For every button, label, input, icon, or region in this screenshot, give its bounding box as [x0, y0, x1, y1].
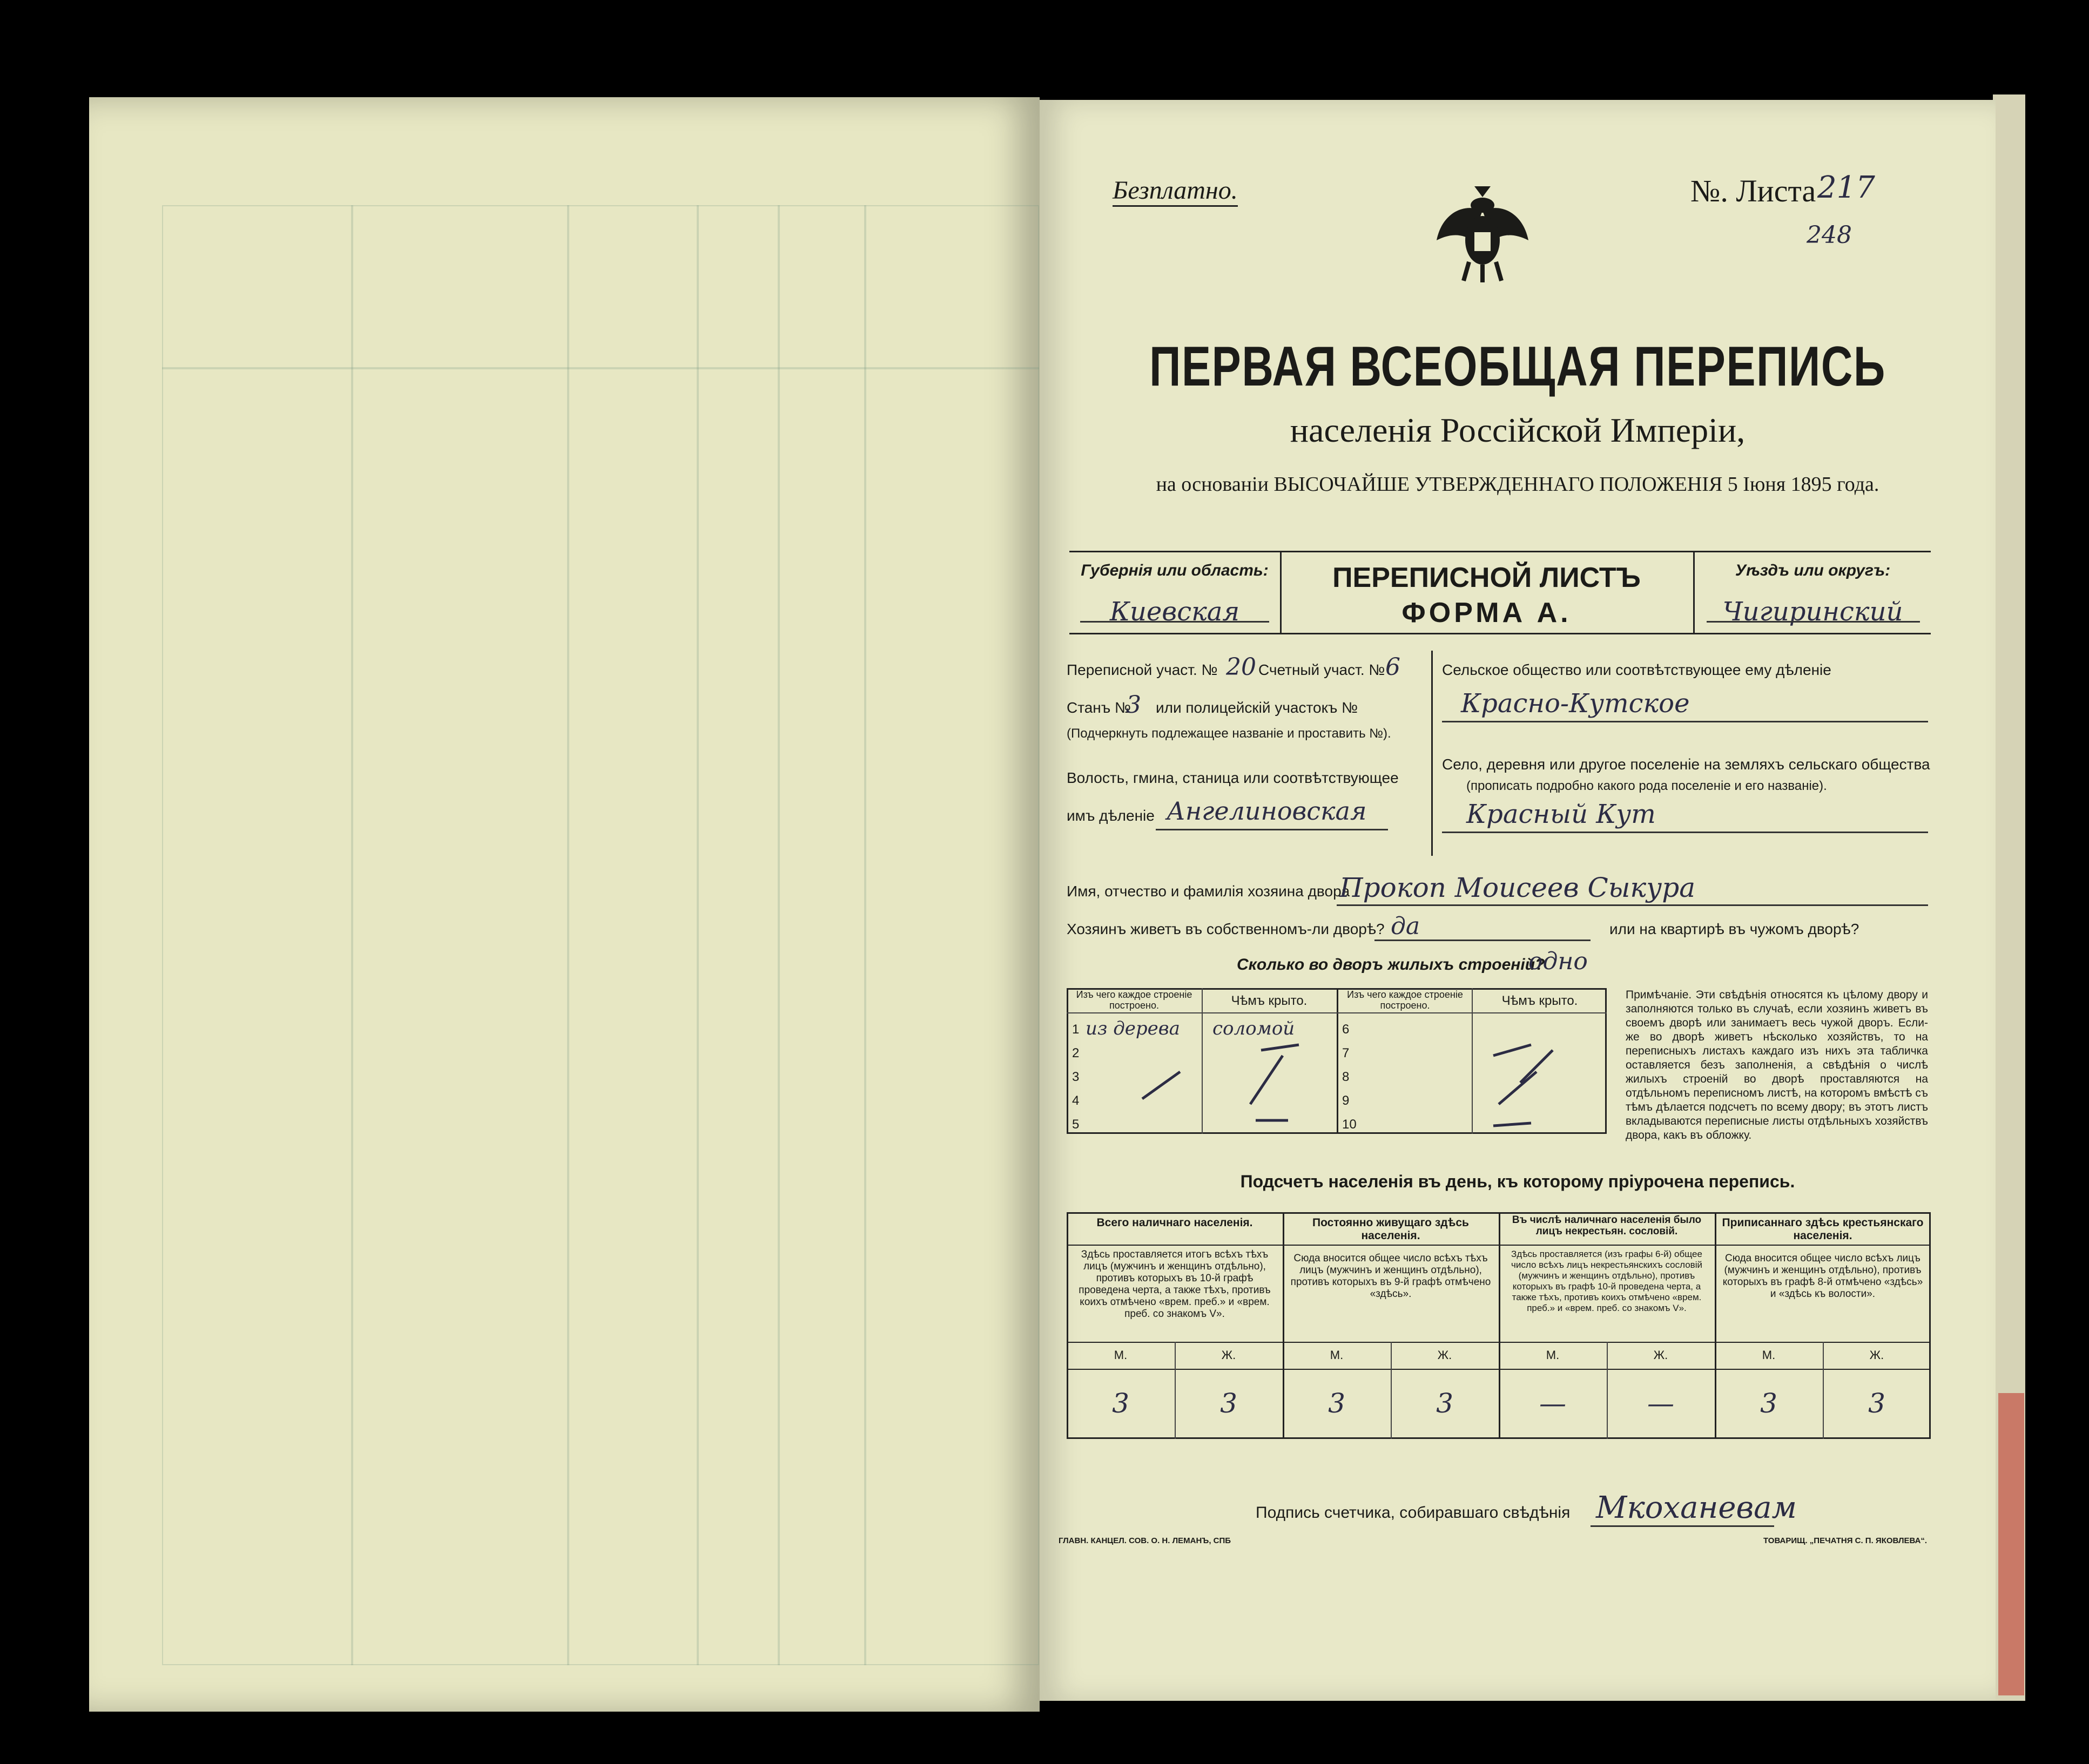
imprint-right: ТОВАРИЩ. „ПЕЧАТНЯ С. П. ЯКОВЛЕВА“.: [1763, 1536, 1928, 1545]
volost-label: Волость, гмина, станица или соотвѣтствующее: [1067, 769, 1399, 786]
volost-label-2: имъ дѣленіе: [1067, 807, 1155, 824]
buildings-label: Сколько во дворъ жилыхъ строеній?: [1237, 956, 1545, 974]
village-value: Красный Кут: [1466, 799, 1656, 829]
count-col2-f-label: Ж.: [1437, 1348, 1452, 1362]
row-number: 6: [1342, 1022, 1350, 1037]
table-header-rule: [1067, 1012, 1607, 1013]
count-col1-m: 3: [1112, 1388, 1129, 1419]
count-col2-f: 3: [1436, 1388, 1453, 1419]
province-value: Киевская: [1109, 597, 1240, 627]
count-col4-f: 3: [1868, 1388, 1885, 1419]
count-col4-desc: Сюда вносится общее число всѣхъ лицъ (мужчинъ и женщинъ отдѣльно), противъ которыхъ въ графѣ 8-й отмѣчено «здѣсь» и «здѣсь къ волости».: [1722, 1253, 1923, 1300]
sheet-number-alt: 248: [1807, 221, 1852, 249]
buildings-value: одно: [1528, 948, 1588, 975]
census-form-page: [1040, 100, 1996, 1701]
village-line: [1442, 832, 1928, 833]
imperial-eagle-icon: [1431, 181, 1534, 283]
row1-roof: соломой: [1212, 1018, 1295, 1039]
form-basis: на основаніи ВЫСОЧАЙШЕ УТВЕРЖДЕННАГО ПОЛОЖЕНІЯ 5 Іюня 1895 года.: [1156, 473, 1879, 496]
row-number: 3: [1072, 1070, 1080, 1084]
stan-value: 3: [1126, 691, 1141, 719]
count-header-rule: [1067, 1245, 1931, 1246]
count-col1-desc: Здѣсь проставляется итогъ всѣхъ тѣхъ лицъ (мужчинъ и женщинъ отдѣльно), противъ которыхъ въ 10-й графѣ проведена черта, а также тѣхъ, противъ коихъ отмѣчено «врем. преб.» и «врем. преб. со знакомъ V».: [1079, 1249, 1271, 1320]
row-number: 9: [1342, 1093, 1350, 1108]
stan-note: (Подчеркнуть подлежащее названіе и проставить №).: [1067, 726, 1391, 741]
row-number: 7: [1342, 1046, 1350, 1060]
dash-marks: [1121, 1039, 1607, 1131]
row-number: 8: [1342, 1070, 1350, 1084]
buildings-row-numbers-left: [1072, 1018, 1079, 1137]
ghost-rule: [697, 205, 699, 1665]
buildings-col-roof: Чѣмъ крыто.: [1231, 993, 1308, 1008]
count-col3-m: —: [1539, 1388, 1566, 1419]
row-number: 10: [1342, 1117, 1357, 1132]
count-col4-m-label: М.: [1762, 1348, 1776, 1362]
society-value: Красно-Кутское: [1461, 688, 1690, 719]
ghost-rule: [778, 205, 780, 1665]
society-line: [1442, 721, 1928, 722]
red-page-edge: [1998, 1393, 2024, 1695]
form-letter: ФОРМА А.: [1401, 597, 1572, 628]
district-line: [1707, 621, 1920, 623]
own-yard-line: [1374, 940, 1591, 941]
sheet-number-label: №. Листа: [1690, 173, 1816, 208]
count-col1-f-label: Ж.: [1221, 1348, 1236, 1362]
form-title: ПЕРВАЯ ВСЕОБЩАЯ ПЕРЕПИСЬ: [1149, 335, 1886, 398]
signature-value: Мкоханевам: [1596, 1490, 1797, 1525]
signature-line: [1591, 1525, 1774, 1527]
count-mf-rule: [1067, 1369, 1931, 1370]
buildings-col-material: Изъ чего каждое строеніе построено.: [1076, 989, 1192, 1011]
row-number: 4: [1072, 1093, 1080, 1108]
ghost-rule: [864, 205, 866, 1665]
count-col2-m-label: М.: [1330, 1348, 1344, 1362]
census-area-value: 20: [1226, 653, 1256, 681]
society-label: Сельское общество или соотвѣтствующее ему дѣленіе: [1442, 661, 1831, 678]
volost-line: [1156, 829, 1388, 830]
count-title: Подсчетъ населенія въ день, къ которому пріурочена перепись.: [1240, 1172, 1795, 1191]
count-desc-rule: [1067, 1342, 1931, 1343]
row-number: 2: [1072, 1046, 1080, 1060]
buildings-note: Примѣчаніе. Эти свѣдѣнія относятся къ цѣлому двору и заполняются только въ случаѣ, если хозяинъ живетъ въ своемъ дворѣ или занимаетъ весь чужой дворъ. Если-же во дворѣ живетъ нѣсколько хозяйствъ, то на переписныхъ листахъ каждаго изъ нихъ эта табличка оставляется безъ заполненія, а свѣдѣнія о числѣ жилыхъ строеній во дворѣ проставляются на отдѣльномъ переписномъ листѣ, на которомъ вмѣстѣ съ тѣмъ дѣлается подсчетъ по всему двору; въ этотъ листъ вкладываются переписные листы отдѣльныхъ хозяйствъ двора, какъ въ обложку.: [1626, 989, 1928, 1141]
count-area-value: 6: [1385, 653, 1400, 681]
village-note: (прописать подробно какого рода поселеніе и его названіе).: [1466, 779, 1827, 793]
count-col1-m-label: М.: [1114, 1348, 1128, 1362]
district-value: Чигиринский: [1722, 597, 1903, 627]
count-col4-f-label: Ж.: [1869, 1348, 1884, 1362]
count-col3-m-label: М.: [1546, 1348, 1560, 1362]
count-col3-f-label: Ж.: [1653, 1348, 1668, 1362]
column-divider: [1431, 651, 1433, 856]
count-col1-head: Всего наличнаго населенія.: [1096, 1216, 1253, 1229]
buildings-col-roof-2: Чѣмъ крыто.: [1501, 993, 1578, 1008]
census-area-label: Переписной участ. №: [1067, 661, 1218, 678]
signature-label: Подпись счетчика, собиравшаго свѣдѣнія: [1256, 1504, 1571, 1522]
imprint-left: ГЛАВН. КАНЦЕЛ. СОВ. О. Н. ЛЕМАНЪ, СПБ: [1059, 1536, 1231, 1545]
left-page: [89, 97, 1040, 1712]
row-number: 1: [1072, 1022, 1080, 1037]
owner-line: [1337, 904, 1928, 906]
row-number: 5: [1072, 1117, 1080, 1132]
own-yard-value: да: [1391, 913, 1420, 940]
free-label: Безплатно.: [1113, 175, 1238, 207]
count-col2-head: Постоянно живущаго здѣсь населенія.: [1312, 1216, 1469, 1242]
police-label: или полицейскій участокъ №: [1156, 699, 1358, 716]
ghost-rule: [351, 205, 353, 1665]
province-label: Губернія или область:: [1081, 562, 1269, 579]
row1-material: из дерева: [1086, 1018, 1180, 1039]
buildings-col-material-2: Изъ чего каждое строеніе построено.: [1347, 989, 1463, 1011]
owner-value: Прокоп Моисеев Сыкура: [1339, 872, 1696, 903]
ghost-rule: [567, 205, 569, 1665]
ghost-rule: [162, 367, 1039, 369]
count-col3-f: —: [1647, 1388, 1674, 1419]
form-subtitle: населенія Россійской Имперіи,: [1290, 411, 1746, 449]
count-col4-m: 3: [1760, 1388, 1777, 1419]
district-label: Уѣздъ или округъ:: [1735, 562, 1891, 579]
count-col2-m: 3: [1328, 1388, 1345, 1419]
rent-label: или на квартирѣ въ чужомъ дворѣ?: [1609, 921, 1859, 937]
volost-value: Ангелиновская: [1167, 796, 1367, 826]
count-area-label: Счетный участ. №: [1258, 661, 1385, 678]
own-yard-label: Хозяинъ живетъ въ собственномъ-ли дворѣ?: [1067, 921, 1385, 937]
ghost-grid: [162, 205, 1039, 1665]
count-col1-f: 3: [1220, 1388, 1237, 1419]
sheet-number: 217: [1817, 170, 1875, 205]
count-col2-desc: Сюда вносится общее число всѣхъ тѣхъ лицъ (мужчинъ и женщинъ отдѣльно), противъ которыхъ въ 9-й графѣ отмѣчено «здѣсь».: [1290, 1253, 1491, 1300]
village-label: Село, деревня или другое поселеніе на земляхъ сельскаго общества: [1442, 756, 1930, 773]
stan-label: Станъ №: [1067, 699, 1131, 716]
count-col4-head: Приписаннаго здѣсь крестьянскаго населенія.: [1722, 1216, 1924, 1242]
count-col3-desc: Здѣсь проставляется (изъ графы 6-й) общее число всѣхъ лицъ некрестьянскихъ сословій (мужчинъ и женщинъ отдѣльно), противъ которыхъ въ графѣ 10-й проведена черта, а также тѣхъ, противъ коихъ отмѣчено «врем. преб.» и «врем. преб. со знакомъ V».: [1511, 1249, 1702, 1313]
owner-label: Имя, отчество и фамилія хозяина двора: [1067, 883, 1350, 900]
form-name: ПЕРЕПИСНОЙ ЛИСТЪ: [1332, 562, 1641, 593]
province-line: [1080, 621, 1269, 623]
count-col3-head: Въ числѣ наличнаго населенія было лицъ некрестьян. сословій.: [1512, 1214, 1702, 1237]
